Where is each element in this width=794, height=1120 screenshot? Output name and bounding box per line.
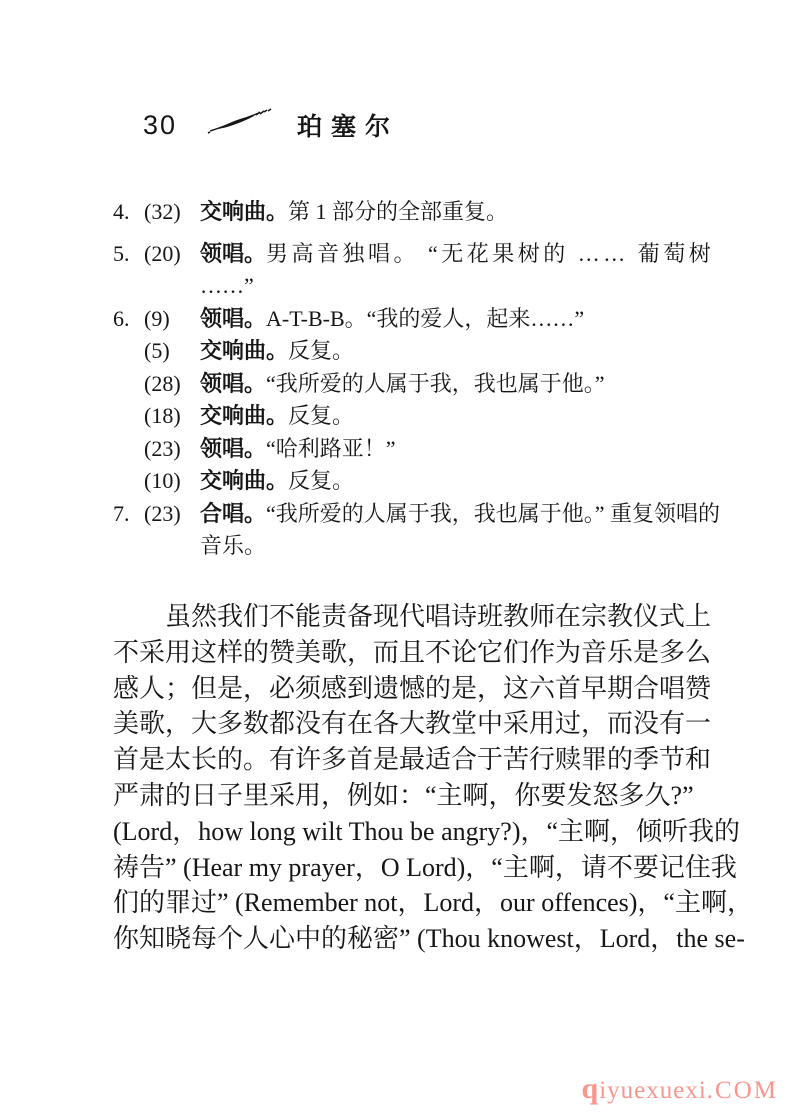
list-item-7-continuation: 音乐。 — [200, 533, 267, 558]
body-paragraph — [113, 599, 753, 957]
site-watermark — [582, 1072, 779, 1106]
watermark-q: q — [581, 1072, 600, 1105]
paragraph-line: (Lord，how long wilt Thou be angry?)，“主啊，倾听我的 — [113, 816, 741, 846]
paragraph-line: 祷告” (Hear my prayer，O Lord)，“主啊，请不要记住我 — [113, 852, 737, 882]
paragraph-line: 首是太长的。有许多首是最适合于苦行赎罪的季节和 — [113, 745, 712, 775]
page-number: 30 — [143, 109, 178, 140]
list-item-7: 7. (23) 合唱。“我所爱的人属于我，我也属于他。” 重复领唱的 — [113, 500, 721, 526]
list-subitem-28: (28) 领唱。“我所爱的人属于我，我也属于他。” — [144, 370, 605, 396]
watermark-name: iyuexuexi — [599, 1077, 707, 1104]
list-item-4: 4. (32) 交响曲。第 1 部分的全部重复。 — [113, 199, 509, 224]
paragraph-line: 们的罪过” (Remember not，Lord，our offences)，“主啊， — [113, 888, 753, 918]
list-subitem-10: (10) 交响曲。反复。 — [144, 468, 355, 493]
paragraph-line: 美歌，大多数都没有在各大教堂中采用过，而没有一 — [113, 709, 712, 739]
paragraph-line: 你知晓每个人心中的秘密” (Thou knowest，Lord，the se- — [113, 924, 745, 954]
watermark-domain: .COM — [706, 1077, 778, 1104]
quill-icon — [207, 108, 273, 139]
paragraph-line: 虽然我们不能责备现代唱诗班教师在宗教仪式上 — [165, 602, 712, 631]
list-item-5: 5. (20) 领唱。男高音独唱。 “无花果树的 …… 葡萄树 — [113, 240, 715, 266]
list-subitem-23: (23) 领唱。“哈利路亚！” — [144, 435, 396, 461]
movement-list — [113, 196, 721, 563]
book-title: 珀塞尔 — [297, 114, 400, 141]
list-subitem-5: (5) 交响曲。反复。 — [144, 338, 355, 363]
list-subitem-18: (18) 交响曲。反复。 — [144, 403, 355, 428]
paragraph-line: 严肃的日子里采用，例如：“主啊，你要发怒多久?” — [113, 780, 694, 810]
paragraph-line: 不采用这样的赞美歌，而且不论它们作为音乐是多么 — [113, 637, 712, 667]
list-item-6: 6. (9) 领唱。A-T-B-B。“我的爱人，起来……” — [113, 305, 585, 331]
list-item-5-continuation: ……” — [200, 273, 254, 298]
page-header — [143, 108, 399, 142]
paragraph-line: 感人；但是，必须感到遗憾的是，这六首早期合唱赞 — [113, 673, 712, 703]
